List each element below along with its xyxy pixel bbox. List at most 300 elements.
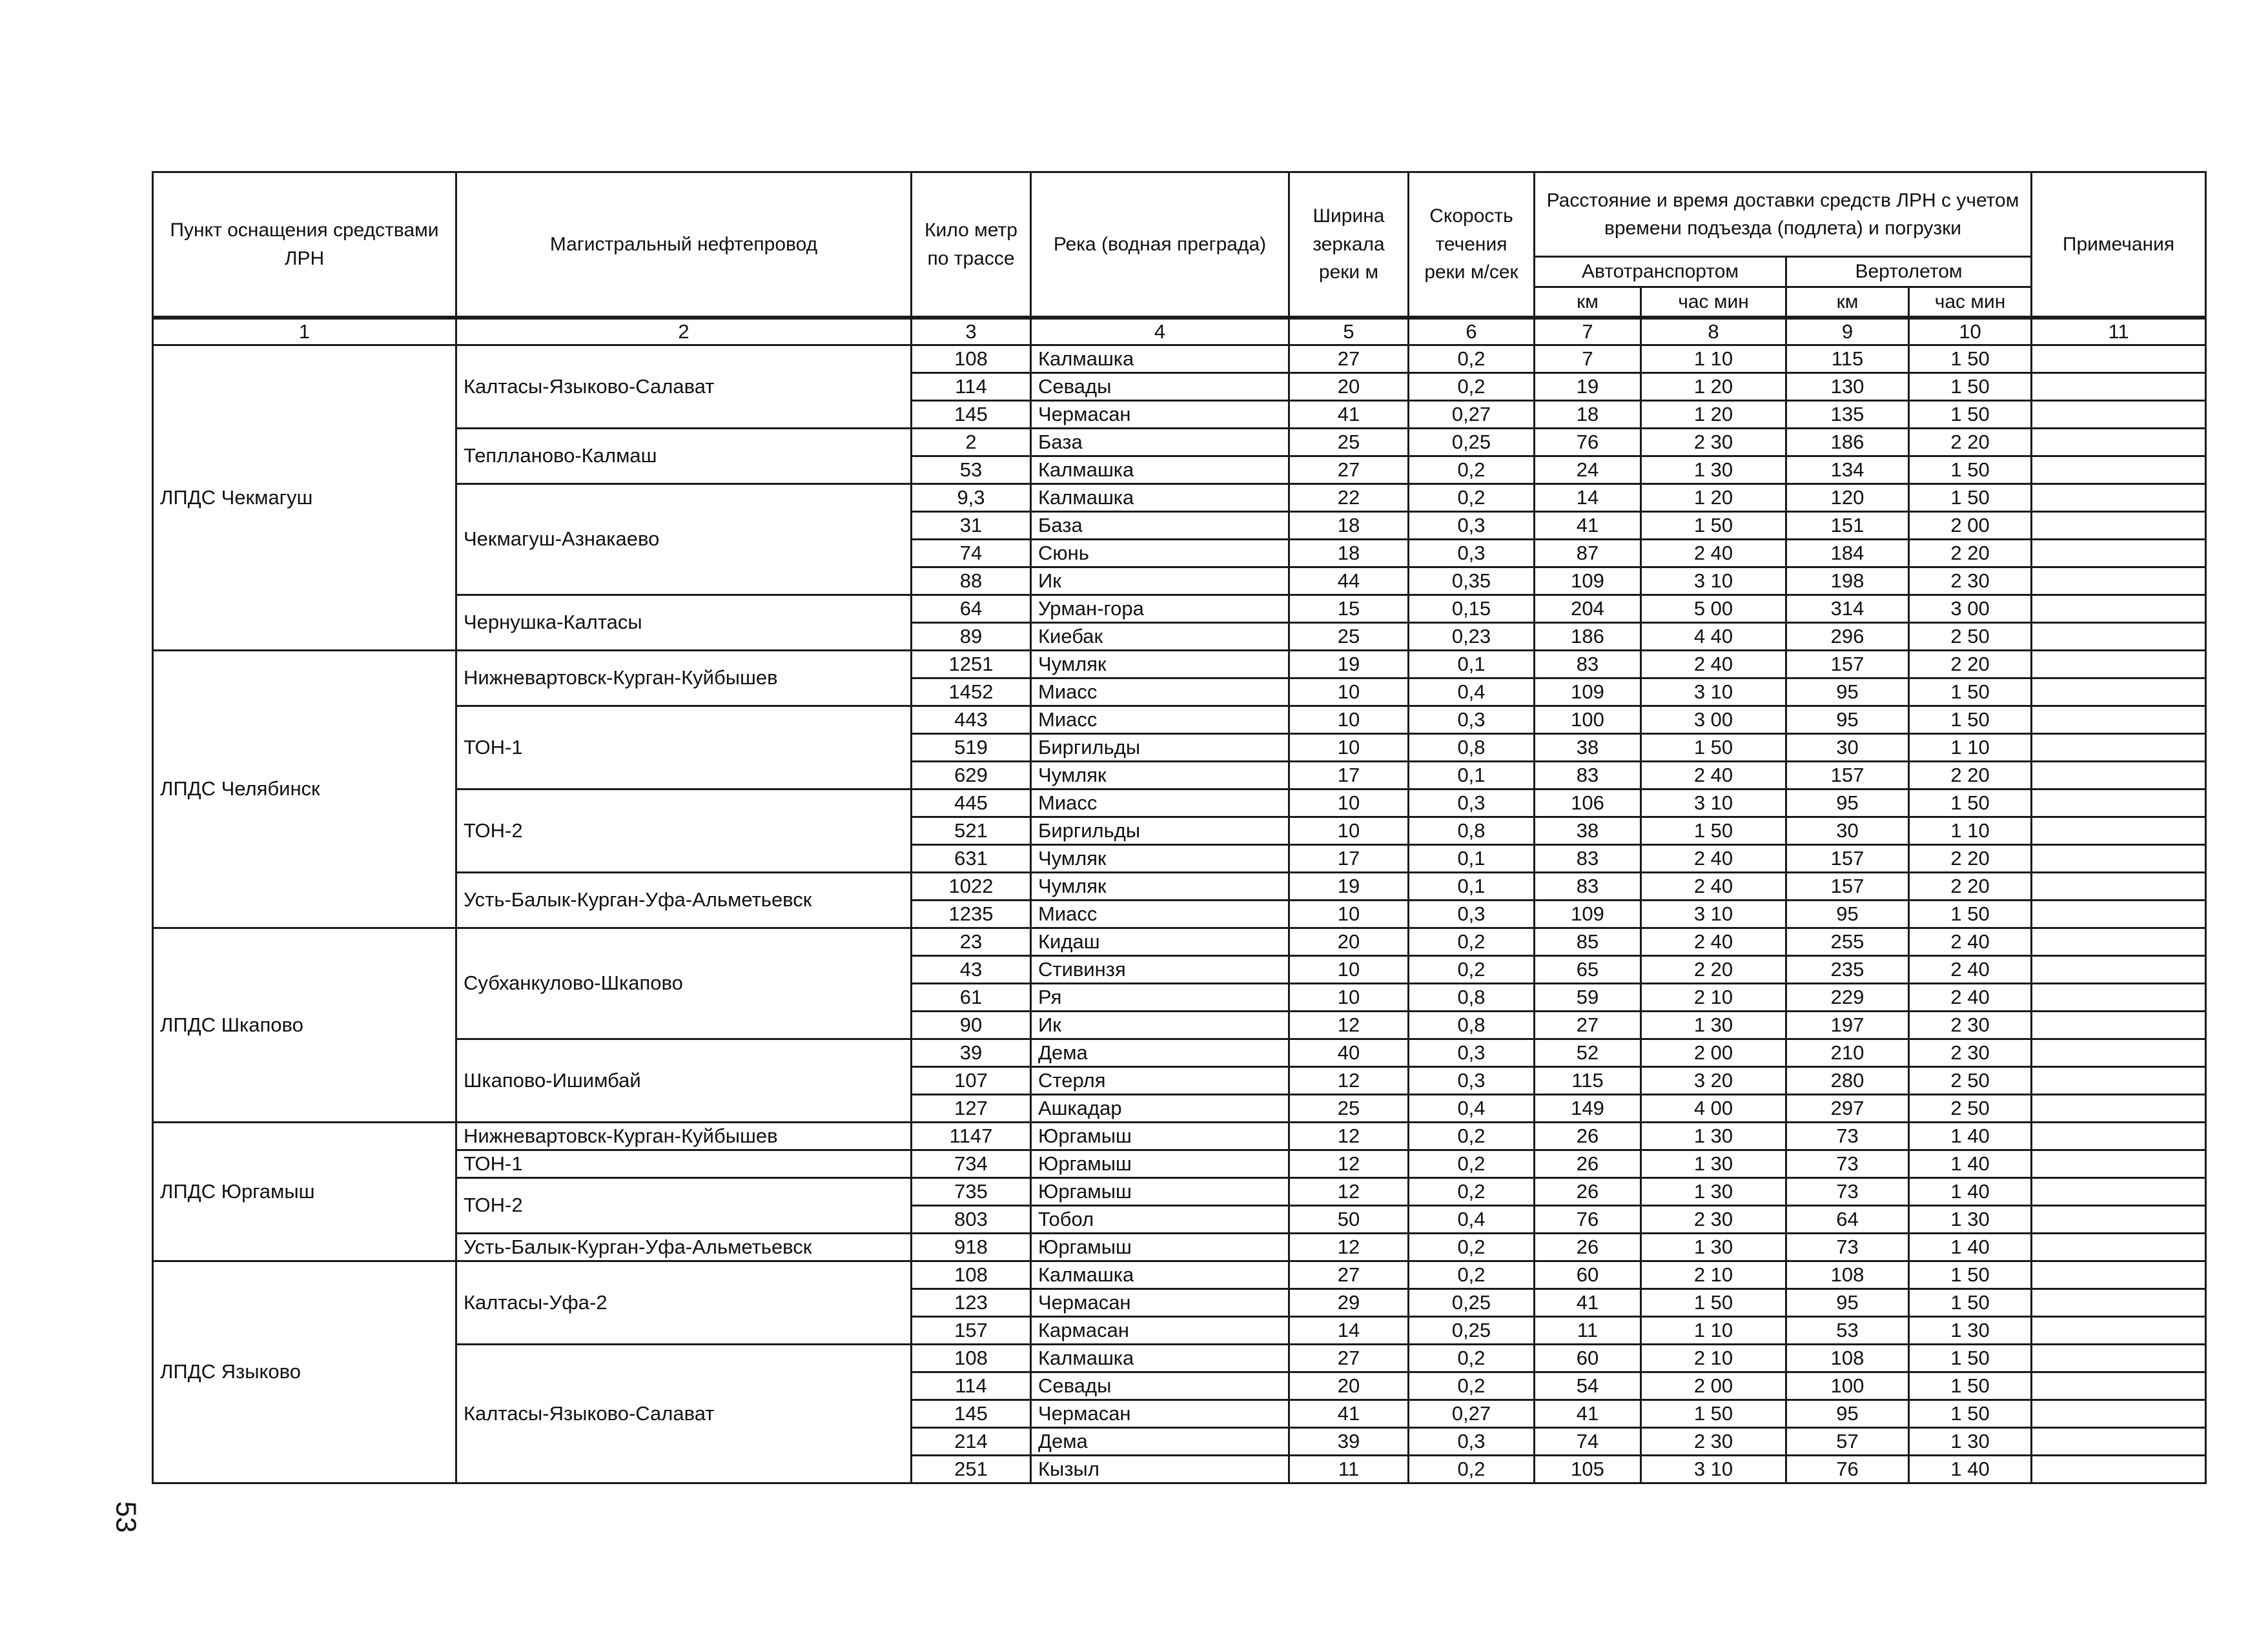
heli-distance-cell: 157 xyxy=(1786,762,1909,789)
heli-distance-cell: 210 xyxy=(1786,1039,1909,1067)
current-speed-cell: 0,3 xyxy=(1409,1067,1535,1095)
current-speed-cell: 0,2 xyxy=(1409,1234,1535,1261)
heli-time-cell: 1 50 xyxy=(1909,345,2032,373)
auto-distance-cell: 7 xyxy=(1535,345,1641,373)
column-number: 9 xyxy=(1786,318,1909,345)
heli-distance-cell: 73 xyxy=(1786,1150,1909,1178)
heli-distance-cell: 134 xyxy=(1786,456,1909,484)
river-cell: Калмашка xyxy=(1031,484,1289,512)
heli-time-cell: 2 50 xyxy=(1909,1067,2032,1095)
river-cell: Биргильды xyxy=(1031,817,1289,845)
auto-distance-cell: 65 xyxy=(1535,956,1641,984)
river-width-cell: 12 xyxy=(1289,1067,1409,1095)
heli-distance-cell: 108 xyxy=(1786,1345,1909,1372)
heli-distance-cell: 229 xyxy=(1786,984,1909,1012)
notes-cell xyxy=(2032,1372,2206,1400)
heli-time-cell: 1 50 xyxy=(1909,901,2032,928)
heli-time-cell: 2 20 xyxy=(1909,873,2032,901)
river-width-cell: 50 xyxy=(1289,1206,1409,1234)
kilometer-cell: 114 xyxy=(912,373,1031,401)
current-speed-cell: 0,25 xyxy=(1409,429,1535,456)
kilometer-cell: 89 xyxy=(912,623,1031,651)
river-cell: Кармасан xyxy=(1031,1317,1289,1345)
kilometer-cell: 123 xyxy=(912,1289,1031,1317)
kilometer-cell: 214 xyxy=(912,1428,1031,1456)
heli-distance-cell: 297 xyxy=(1786,1095,1909,1123)
auto-distance-cell: 60 xyxy=(1535,1261,1641,1289)
current-speed-cell: 0,3 xyxy=(1409,1428,1535,1456)
heli-time-cell: 3 00 xyxy=(1909,595,2032,623)
table-row xyxy=(153,1345,2206,1372)
auto-time-cell: 1 30 xyxy=(1641,1178,1786,1206)
auto-time-cell: 2 10 xyxy=(1641,1345,1786,1372)
kilometer-cell: 918 xyxy=(912,1234,1031,1261)
header-delivery: Расстояние и время доставки средств ЛРН с учетом времени подъезда (подлета) и погрузки xyxy=(1535,172,2032,257)
auto-time-cell: 1 30 xyxy=(1641,1234,1786,1261)
river-width-cell: 44 xyxy=(1289,567,1409,595)
river-width-cell: 10 xyxy=(1289,789,1409,817)
notes-cell xyxy=(2032,1178,2206,1206)
heli-time-cell: 2 30 xyxy=(1909,567,2032,595)
header-river: Река (водная преграда) xyxy=(1031,172,1289,318)
header-row-top xyxy=(153,172,2206,257)
auto-distance-cell: 83 xyxy=(1535,845,1641,873)
auto-distance-cell: 204 xyxy=(1535,595,1641,623)
current-speed-cell: 0,23 xyxy=(1409,623,1535,651)
kilometer-cell: 519 xyxy=(912,734,1031,762)
river-cell: Дема xyxy=(1031,1428,1289,1456)
auto-distance-cell: 41 xyxy=(1535,1400,1641,1428)
river-width-cell: 27 xyxy=(1289,1261,1409,1289)
notes-cell xyxy=(2032,1428,2206,1456)
auto-time-cell: 3 10 xyxy=(1641,789,1786,817)
table-row xyxy=(153,1234,2206,1261)
river-cell: Тобол xyxy=(1031,1206,1289,1234)
river-width-cell: 10 xyxy=(1289,734,1409,762)
notes-cell xyxy=(2032,789,2206,817)
river-width-cell: 10 xyxy=(1289,901,1409,928)
auto-distance-cell: 38 xyxy=(1535,817,1641,845)
heli-time-cell: 1 50 xyxy=(1909,1261,2032,1289)
current-speed-cell: 0,4 xyxy=(1409,1206,1535,1234)
kilometer-cell: 127 xyxy=(912,1095,1031,1123)
river-cell: Биргильды xyxy=(1031,734,1289,762)
heli-distance-cell: 76 xyxy=(1786,1456,1909,1483)
notes-cell xyxy=(2032,456,2206,484)
river-width-cell: 40 xyxy=(1289,1039,1409,1067)
river-cell: Севады xyxy=(1031,373,1289,401)
current-speed-cell: 0,2 xyxy=(1409,1178,1535,1206)
notes-cell xyxy=(2032,1123,2206,1150)
heli-time-cell: 1 40 xyxy=(1909,1456,2032,1483)
auto-time-cell: 2 30 xyxy=(1641,429,1786,456)
auto-time-cell: 3 20 xyxy=(1641,1067,1786,1095)
auto-time-cell: 2 00 xyxy=(1641,1372,1786,1400)
column-number: 5 xyxy=(1289,318,1409,345)
current-speed-cell: 0,25 xyxy=(1409,1289,1535,1317)
table-row xyxy=(153,706,2206,734)
heli-distance-cell: 157 xyxy=(1786,873,1909,901)
heli-distance-cell: 95 xyxy=(1786,789,1909,817)
station-cell: ЛПДС Чекмагуш xyxy=(153,345,456,651)
heli-time-cell: 1 30 xyxy=(1909,1317,2032,1345)
current-speed-cell: 0,2 xyxy=(1409,1123,1535,1150)
river-cell: База xyxy=(1031,512,1289,540)
kilometer-cell: 39 xyxy=(912,1039,1031,1067)
auto-time-cell: 2 30 xyxy=(1641,1428,1786,1456)
current-speed-cell: 0,3 xyxy=(1409,706,1535,734)
auto-time-cell: 3 10 xyxy=(1641,901,1786,928)
heli-time-cell: 1 50 xyxy=(1909,789,2032,817)
notes-cell xyxy=(2032,1039,2206,1067)
river-width-cell: 20 xyxy=(1289,373,1409,401)
river-cell: Юргамыш xyxy=(1031,1123,1289,1150)
heli-distance-cell: 95 xyxy=(1786,706,1909,734)
auto-time-cell: 1 30 xyxy=(1641,1123,1786,1150)
auto-time-cell: 1 20 xyxy=(1641,401,1786,429)
river-cell: Калмашка xyxy=(1031,345,1289,373)
table-row xyxy=(153,1039,2206,1067)
header-notes: Примечания xyxy=(2032,172,2206,318)
auto-time-cell: 2 00 xyxy=(1641,1039,1786,1067)
current-speed-cell: 0,3 xyxy=(1409,512,1535,540)
notes-cell xyxy=(2032,1289,2206,1317)
auto-time-cell: 2 40 xyxy=(1641,845,1786,873)
column-number-row xyxy=(153,318,2206,345)
auto-distance-cell: 38 xyxy=(1535,734,1641,762)
heli-distance-cell: 108 xyxy=(1786,1261,1909,1289)
header-river-width: Ширина зеркала реки м xyxy=(1289,172,1409,318)
header-auto-transport: Автотранспортом xyxy=(1535,257,1786,287)
kilometer-cell: 43 xyxy=(912,956,1031,984)
kilometer-cell: 88 xyxy=(912,567,1031,595)
heli-distance-cell: 73 xyxy=(1786,1178,1909,1206)
auto-time-cell: 1 50 xyxy=(1641,512,1786,540)
river-cell: База xyxy=(1031,429,1289,456)
notes-cell xyxy=(2032,1150,2206,1178)
pipeline-cell: Нижневартовск-Курган-Куйбышев xyxy=(456,651,912,706)
river-width-cell: 10 xyxy=(1289,984,1409,1012)
river-cell: Киебак xyxy=(1031,623,1289,651)
header-kilometer: Кило метр по трассе xyxy=(912,172,1031,318)
heli-time-cell: 1 10 xyxy=(1909,817,2032,845)
river-cell: Чумляк xyxy=(1031,762,1289,789)
notes-cell xyxy=(2032,567,2206,595)
heli-distance-cell: 157 xyxy=(1786,651,1909,678)
current-speed-cell: 0,25 xyxy=(1409,1317,1535,1345)
heli-time-cell: 1 50 xyxy=(1909,456,2032,484)
heli-time-cell: 1 50 xyxy=(1909,1345,2032,1372)
auto-time-cell: 1 50 xyxy=(1641,734,1786,762)
current-speed-cell: 0,1 xyxy=(1409,762,1535,789)
heli-distance-cell: 280 xyxy=(1786,1067,1909,1095)
river-width-cell: 25 xyxy=(1289,1095,1409,1123)
river-width-cell: 12 xyxy=(1289,1012,1409,1039)
notes-cell xyxy=(2032,623,2206,651)
river-width-cell: 18 xyxy=(1289,540,1409,567)
heli-time-cell: 1 50 xyxy=(1909,706,2032,734)
station-cell: ЛПДС Юргамыш xyxy=(153,1123,456,1261)
river-width-cell: 25 xyxy=(1289,623,1409,651)
heli-distance-cell: 198 xyxy=(1786,567,1909,595)
notes-cell xyxy=(2032,1317,2206,1345)
header-heli-time: час мин xyxy=(1909,287,2032,318)
auto-distance-cell: 85 xyxy=(1535,928,1641,956)
heli-distance-cell: 73 xyxy=(1786,1234,1909,1261)
pipeline-cell: Чекмагуш-Азнакаево xyxy=(456,484,912,595)
heli-time-cell: 1 10 xyxy=(1909,734,2032,762)
header-pipeline: Магистральный нефтепровод xyxy=(456,172,912,318)
kilometer-cell: 53 xyxy=(912,456,1031,484)
header-auto-km: км xyxy=(1535,287,1641,318)
river-cell: Стивинзя xyxy=(1031,956,1289,984)
table-row xyxy=(153,1150,2206,1178)
heli-time-cell: 1 40 xyxy=(1909,1234,2032,1261)
heli-distance-cell: 130 xyxy=(1786,373,1909,401)
notes-cell xyxy=(2032,429,2206,456)
current-speed-cell: 0,2 xyxy=(1409,1372,1535,1400)
current-speed-cell: 0,2 xyxy=(1409,956,1535,984)
notes-cell xyxy=(2032,1345,2206,1372)
river-cell: Миасс xyxy=(1031,706,1289,734)
table-row xyxy=(153,928,2206,956)
auto-time-cell: 1 50 xyxy=(1641,817,1786,845)
current-speed-cell: 0,15 xyxy=(1409,595,1535,623)
river-width-cell: 22 xyxy=(1289,484,1409,512)
heli-distance-cell: 30 xyxy=(1786,734,1909,762)
river-width-cell: 20 xyxy=(1289,1372,1409,1400)
heli-time-cell: 2 20 xyxy=(1909,845,2032,873)
notes-cell xyxy=(2032,901,2206,928)
notes-cell xyxy=(2032,401,2206,429)
header-auto-time: час мин xyxy=(1641,287,1786,318)
current-speed-cell: 0,2 xyxy=(1409,345,1535,373)
auto-distance-cell: 52 xyxy=(1535,1039,1641,1067)
heli-time-cell: 2 30 xyxy=(1909,1039,2032,1067)
notes-cell xyxy=(2032,595,2206,623)
notes-cell xyxy=(2032,928,2206,956)
table-row xyxy=(153,1261,2206,1289)
river-width-cell: 11 xyxy=(1289,1456,1409,1483)
heli-distance-cell: 95 xyxy=(1786,678,1909,706)
current-speed-cell: 0,2 xyxy=(1409,928,1535,956)
heli-time-cell: 2 20 xyxy=(1909,651,2032,678)
heli-distance-cell: 314 xyxy=(1786,595,1909,623)
river-width-cell: 19 xyxy=(1289,651,1409,678)
current-speed-cell: 0,3 xyxy=(1409,901,1535,928)
auto-distance-cell: 26 xyxy=(1535,1123,1641,1150)
auto-time-cell: 3 10 xyxy=(1641,1456,1786,1483)
notes-cell xyxy=(2032,1095,2206,1123)
notes-cell xyxy=(2032,956,2206,984)
table-row xyxy=(153,345,2206,373)
notes-cell xyxy=(2032,345,2206,373)
auto-time-cell: 3 10 xyxy=(1641,567,1786,595)
current-speed-cell: 0,2 xyxy=(1409,1261,1535,1289)
auto-distance-cell: 109 xyxy=(1535,567,1641,595)
river-width-cell: 39 xyxy=(1289,1428,1409,1456)
notes-cell xyxy=(2032,1456,2206,1483)
heli-distance-cell: 57 xyxy=(1786,1428,1909,1456)
notes-cell xyxy=(2032,540,2206,567)
auto-distance-cell: 87 xyxy=(1535,540,1641,567)
river-width-cell: 41 xyxy=(1289,1400,1409,1428)
table-row xyxy=(153,1178,2206,1206)
auto-time-cell: 2 10 xyxy=(1641,1261,1786,1289)
kilometer-cell: 108 xyxy=(912,1261,1031,1289)
river-width-cell: 10 xyxy=(1289,706,1409,734)
river-cell: Кызыл xyxy=(1031,1456,1289,1483)
river-width-cell: 12 xyxy=(1289,1178,1409,1206)
auto-time-cell: 1 30 xyxy=(1641,1150,1786,1178)
heli-distance-cell: 95 xyxy=(1786,901,1909,928)
auto-distance-cell: 18 xyxy=(1535,401,1641,429)
kilometer-cell: 735 xyxy=(912,1178,1031,1206)
current-speed-cell: 0,35 xyxy=(1409,567,1535,595)
heli-distance-cell: 157 xyxy=(1786,845,1909,873)
auto-time-cell: 2 40 xyxy=(1641,873,1786,901)
river-width-cell: 29 xyxy=(1289,1289,1409,1317)
auto-distance-cell: 83 xyxy=(1535,762,1641,789)
heli-distance-cell: 135 xyxy=(1786,401,1909,429)
heli-time-cell: 2 50 xyxy=(1909,623,2032,651)
river-cell: Юргамыш xyxy=(1031,1234,1289,1261)
pipeline-cell: Теплланово-Калмаш xyxy=(456,429,912,484)
header-heli-km: км xyxy=(1786,287,1909,318)
pipeline-cell: Усть-Балык-Курган-Уфа-Альметьевск xyxy=(456,873,912,928)
current-speed-cell: 0,27 xyxy=(1409,1400,1535,1428)
kilometer-cell: 1452 xyxy=(912,678,1031,706)
heli-distance-cell: 100 xyxy=(1786,1372,1909,1400)
heli-time-cell: 1 50 xyxy=(1909,678,2032,706)
heli-time-cell: 1 50 xyxy=(1909,401,2032,429)
table-row xyxy=(153,429,2206,456)
kilometer-cell: 1022 xyxy=(912,873,1031,901)
auto-distance-cell: 24 xyxy=(1535,456,1641,484)
header-current-speed: Скорость течения реки м/сек xyxy=(1409,172,1535,318)
kilometer-cell: 64 xyxy=(912,595,1031,623)
current-speed-cell: 0,27 xyxy=(1409,401,1535,429)
auto-time-cell: 2 40 xyxy=(1641,540,1786,567)
current-speed-cell: 0,4 xyxy=(1409,678,1535,706)
river-width-cell: 12 xyxy=(1289,1150,1409,1178)
current-speed-cell: 0,3 xyxy=(1409,540,1535,567)
auto-time-cell: 3 00 xyxy=(1641,706,1786,734)
notes-cell xyxy=(2032,1261,2206,1289)
river-cell: Ик xyxy=(1031,1012,1289,1039)
kilometer-cell: 23 xyxy=(912,928,1031,956)
pipeline-cell: ТОН-2 xyxy=(456,1178,912,1234)
kilometer-cell: 521 xyxy=(912,817,1031,845)
heli-distance-cell: 296 xyxy=(1786,623,1909,651)
pipeline-cell: Шкапово-Ишимбай xyxy=(456,1039,912,1123)
river-cell: Миасс xyxy=(1031,789,1289,817)
table-row xyxy=(153,873,2206,901)
heli-distance-cell: 73 xyxy=(1786,1123,1909,1150)
river-width-cell: 12 xyxy=(1289,1123,1409,1150)
kilometer-cell: 31 xyxy=(912,512,1031,540)
notes-cell xyxy=(2032,873,2206,901)
heli-time-cell: 1 40 xyxy=(1909,1178,2032,1206)
kilometer-cell: 1251 xyxy=(912,651,1031,678)
notes-cell xyxy=(2032,1400,2206,1428)
heli-time-cell: 1 40 xyxy=(1909,1123,2032,1150)
column-number: 2 xyxy=(456,318,912,345)
auto-distance-cell: 109 xyxy=(1535,901,1641,928)
pipeline-cell: Калтасы-Уфа-2 xyxy=(456,1261,912,1345)
heli-time-cell: 2 30 xyxy=(1909,1012,2032,1039)
heli-distance-cell: 53 xyxy=(1786,1317,1909,1345)
heli-distance-cell: 115 xyxy=(1786,345,1909,373)
current-speed-cell: 0,2 xyxy=(1409,1345,1535,1372)
auto-time-cell: 1 10 xyxy=(1641,1317,1786,1345)
river-cell: Калмашка xyxy=(1031,1345,1289,1372)
auto-distance-cell: 74 xyxy=(1535,1428,1641,1456)
river-cell: Чумляк xyxy=(1031,873,1289,901)
kilometer-cell: 445 xyxy=(912,789,1031,817)
auto-time-cell: 1 50 xyxy=(1641,1400,1786,1428)
kilometer-cell: 1235 xyxy=(912,901,1031,928)
table-row xyxy=(153,789,2206,817)
current-speed-cell: 0,2 xyxy=(1409,1456,1535,1483)
auto-distance-cell: 76 xyxy=(1535,429,1641,456)
auto-time-cell: 1 20 xyxy=(1641,373,1786,401)
river-cell: Чермасан xyxy=(1031,1400,1289,1428)
pipeline-cell: Калтасы-Языково-Салават xyxy=(456,345,912,429)
kilometer-cell: 734 xyxy=(912,1150,1031,1178)
river-width-cell: 17 xyxy=(1289,762,1409,789)
auto-distance-cell: 83 xyxy=(1535,873,1641,901)
river-cell: Чумляк xyxy=(1031,845,1289,873)
river-cell: Миасс xyxy=(1031,901,1289,928)
heli-time-cell: 1 50 xyxy=(1909,484,2032,512)
notes-cell xyxy=(2032,484,2206,512)
pipeline-cell: ТОН-1 xyxy=(456,706,912,789)
station-cell: ЛПДС Шкапово xyxy=(153,928,456,1123)
current-speed-cell: 0,8 xyxy=(1409,984,1535,1012)
auto-distance-cell: 11 xyxy=(1535,1317,1641,1345)
auto-distance-cell: 19 xyxy=(1535,373,1641,401)
heli-distance-cell: 197 xyxy=(1786,1012,1909,1039)
current-speed-cell: 0,8 xyxy=(1409,1012,1535,1039)
auto-time-cell: 2 10 xyxy=(1641,984,1786,1012)
notes-cell xyxy=(2032,984,2206,1012)
kilometer-cell: 1147 xyxy=(912,1123,1031,1150)
auto-time-cell: 2 40 xyxy=(1641,651,1786,678)
auto-distance-cell: 26 xyxy=(1535,1150,1641,1178)
river-width-cell: 10 xyxy=(1289,956,1409,984)
column-number: 3 xyxy=(912,318,1031,345)
current-speed-cell: 0,4 xyxy=(1409,1095,1535,1123)
auto-distance-cell: 26 xyxy=(1535,1234,1641,1261)
auto-time-cell: 1 10 xyxy=(1641,345,1786,373)
river-cell: Стерля xyxy=(1031,1067,1289,1095)
heli-time-cell: 2 50 xyxy=(1909,1095,2032,1123)
current-speed-cell: 0,3 xyxy=(1409,1039,1535,1067)
heli-time-cell: 2 00 xyxy=(1909,512,2032,540)
auto-time-cell: 1 30 xyxy=(1641,1012,1786,1039)
current-speed-cell: 0,2 xyxy=(1409,484,1535,512)
current-speed-cell: 0,8 xyxy=(1409,817,1535,845)
river-cell: Чумляк xyxy=(1031,651,1289,678)
column-number: 8 xyxy=(1641,318,1786,345)
river-cell: Калмашка xyxy=(1031,1261,1289,1289)
current-speed-cell: 0,2 xyxy=(1409,456,1535,484)
notes-cell xyxy=(2032,706,2206,734)
table-row xyxy=(153,595,2206,623)
river-width-cell: 12 xyxy=(1289,1234,1409,1261)
river-cell: Чермасан xyxy=(1031,1289,1289,1317)
